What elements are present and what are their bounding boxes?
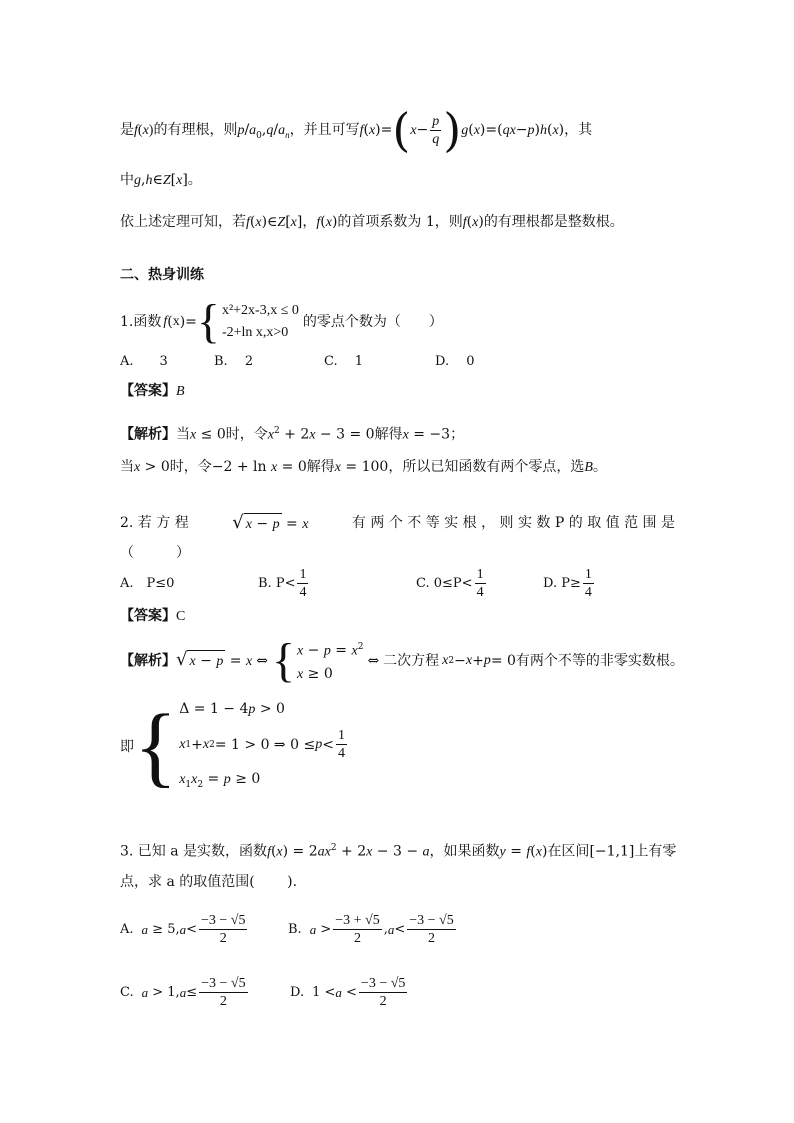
q3-option-b: B. a > $\frac{-3 + √5}{2}$ , a < $\frac{-3 - √5}{2}$ bbox=[288, 913, 454, 946]
text: ，并且可写 bbox=[289, 122, 360, 138]
text: B. P< bbox=[258, 575, 296, 591]
text: 当 bbox=[120, 459, 134, 475]
answer-value: C bbox=[176, 609, 186, 624]
analysis-label: 【解析】 bbox=[120, 426, 176, 443]
case-2: -2+ln x,x>0 bbox=[221, 325, 289, 340]
text: ，其 bbox=[564, 122, 593, 138]
text: 解得 bbox=[306, 459, 335, 475]
intro-line-1: 是f(x)的有理根，则$p/a_0,q/a_n$，并且可写f(x)=(x− $\frac{p}{q}$ )g(x)=(qx−p)h(x)，其 bbox=[120, 103, 593, 157]
q2-analysis: 【解析】 √ x − p = x ⇔ { $x - p = x^2$ x ≥ 0 ⇔ 二次方程 x 2 − x + p = 0 有两个不等的非零实数根。 bbox=[120, 633, 684, 687]
text: 在区间 bbox=[547, 843, 590, 860]
text: 中 bbox=[120, 172, 134, 188]
text: 的有理根，则 bbox=[153, 122, 238, 138]
q2-stem: 2. 若 方 程 √ x − p = x 有 两 个 不 等 实 根 ， 则 实 数 P 的 取 值 范 围 是 bbox=[120, 512, 675, 533]
q1-option-c: C. 1 bbox=[324, 354, 364, 369]
q1-answer bbox=[120, 381, 185, 402]
q2-option-b: B. P< $\frac{1}{4}$ bbox=[258, 567, 307, 600]
text: 的零点个数为（ ） bbox=[302, 314, 443, 330]
text: 2. 若 方 程 bbox=[120, 515, 189, 531]
intro-line-3: 依上述定理可知，若f(x)∈Z[x]，f(x)的首项系数为 1，则f(x)的有理根都是整数根。 bbox=[120, 214, 624, 230]
text: 3. 已知 a 是实数，函数 bbox=[120, 843, 268, 860]
answer-value: B bbox=[176, 384, 185, 399]
text: 。 bbox=[187, 172, 202, 188]
q1-stem: 1.函数 f ( x )= { x²+2x-3,x ≤ 0 -2+ln x,x>0 的零点个数为（ ） bbox=[120, 295, 443, 348]
text: ，如果函数 bbox=[429, 843, 500, 860]
q2-option-c: C. 0≤P< $\frac{1}{4}$ bbox=[416, 567, 484, 600]
text: D. bbox=[290, 984, 305, 1000]
text: 上有零 bbox=[634, 843, 677, 860]
text: 有 两 个 不 等 实 根 ， 则 实 数 P 的 取 值 范 围 是 bbox=[351, 515, 675, 531]
q1-analysis-2: 当x > 0时，令−2 + ln x = 0解得x = 100，所以已知函数有两个零点，选B。 bbox=[120, 459, 607, 475]
text: 是 bbox=[120, 122, 134, 138]
text: 二次方程 bbox=[383, 652, 440, 669]
case-1: x²+2x-3,x ≤ 0 bbox=[221, 303, 299, 318]
section-title: 二、热身训练 bbox=[120, 267, 204, 283]
fraction-p-over-q: $\frac{p}{q}$ bbox=[432, 113, 440, 147]
text: C. 0≤P< bbox=[416, 575, 473, 591]
q3-option-c: C. a > 1, a ≤ $\frac{-3 - √5}{2}$ bbox=[120, 976, 246, 1009]
intro-line-2: 中g,h∈Z[x]。 bbox=[120, 172, 202, 188]
q2-answer bbox=[120, 606, 185, 627]
q3-stem-1: 3. 已知 a 是实数，函数$f(x) = 2ax^2 + 2x - 3 - a$，如果函数y = f(x)在区间[−1,1]上有零 bbox=[120, 843, 677, 860]
text: ， bbox=[302, 214, 317, 230]
answer-label: 【答案】 bbox=[120, 608, 176, 624]
q1-option-a: A. 3 bbox=[120, 354, 168, 369]
text: D. P≥ bbox=[543, 575, 581, 591]
q1-analysis-1: 【解析】当x ≤ 0时，令$x^2 + 2x - 3 = 0$解得x = −3； bbox=[120, 426, 465, 443]
text: 的有理根都是整数根。 bbox=[483, 214, 624, 230]
text: ； bbox=[450, 426, 465, 443]
text: 1.函数 bbox=[120, 314, 162, 330]
text: A. bbox=[120, 921, 134, 937]
text: 依上述定理可知，若 bbox=[120, 214, 246, 230]
q1-option-d: D. 0 bbox=[435, 354, 475, 369]
text: 时，令 bbox=[169, 459, 212, 475]
q2-paren: （ ） bbox=[120, 545, 190, 561]
text: 的首项系数为 1，则 bbox=[337, 214, 463, 230]
q3-option-a: A. a ≥ 5, a < $\frac{-3 - √5}{2}$ bbox=[120, 913, 246, 946]
text: 即 bbox=[120, 738, 134, 755]
text: 解得 bbox=[374, 426, 403, 443]
text: ，所以已知函数有两个零点，选 bbox=[388, 459, 585, 475]
text: 时，令 bbox=[225, 426, 268, 443]
text: 有两个不等的非零实数根。 bbox=[515, 652, 684, 669]
text: B. bbox=[288, 921, 302, 937]
answer-label: 【答案】 bbox=[120, 383, 176, 399]
text: C. bbox=[120, 984, 134, 1000]
q2-system: 即 { Δ = 1 − 4p > 0 x 1 + x 2 = 1 > 0 ⇒ 0 ≤ p < $\frac{1}{4}$ $x_1x_2 = p \ge 0$ bbox=[120, 696, 345, 796]
q1-option-b: B. 2 bbox=[214, 354, 254, 369]
q2-option-a: A. P≤0 bbox=[120, 576, 175, 591]
q2-option-d: D. P≥ $\frac{1}{4}$ bbox=[543, 567, 592, 600]
q3-option-d: D. 1 < a < $\frac{-3 - √5}{2}$ bbox=[290, 976, 406, 1009]
q3-stem-2: 点，求 a 的取值范围( ). bbox=[120, 874, 298, 890]
analysis-label: 【解析】 bbox=[120, 652, 176, 669]
text: 当 bbox=[176, 426, 190, 443]
